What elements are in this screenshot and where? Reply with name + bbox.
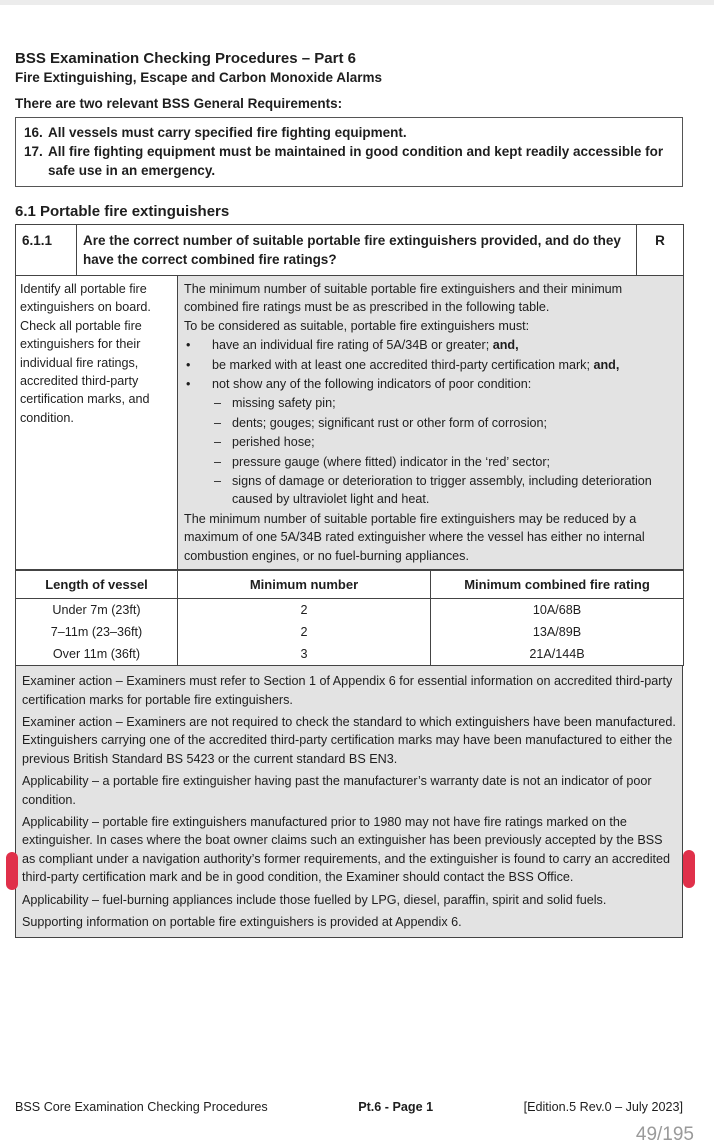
doc-subtitle: Fire Extinguishing, Escape and Carbon Monoxide Alarms xyxy=(15,70,383,85)
dash-item xyxy=(184,414,677,432)
dash-item xyxy=(184,394,677,412)
bullet-item xyxy=(184,356,677,374)
dash-icon: – xyxy=(214,454,222,469)
table-cell: Over 11m (36ft) xyxy=(16,643,178,666)
check-question: Are the correct number of suitable portable fire extinguishers provided, and do they have the correct combined fire ratings? xyxy=(77,225,637,276)
dash-item xyxy=(184,472,677,509)
right-guidance xyxy=(178,276,684,570)
bullet-icon: • xyxy=(186,357,191,372)
requirement-item xyxy=(24,142,674,180)
requirement-text: All fire fighting equipment must be maintained in good condition and kept readily accessible for safe use in an emergency. xyxy=(48,144,664,178)
bullet-text: not show any of the following indicators of poor condition: xyxy=(212,377,532,392)
guidance-text: The minimum number of suitable portable fire extinguishers may be reduced by a maximum of one 5A/34B rated extinguisher where the vessel has either no internal combustion engines, or no fuel-burning appliances. xyxy=(184,511,645,563)
table-row xyxy=(16,599,684,622)
table-cell: 21A/144B xyxy=(431,643,684,666)
check-table xyxy=(15,224,684,570)
requirement-text: All vessels must carry specified fire fighting equipment. xyxy=(48,125,407,140)
section-heading: 6.1 Portable fire extinguishers xyxy=(15,203,230,220)
table-cell: 2 xyxy=(178,599,431,622)
check-code: R xyxy=(637,225,684,276)
guidance-text: Identify all portable fire extinguishers on board. xyxy=(20,282,151,315)
check-question-row xyxy=(16,225,684,276)
dash-item xyxy=(184,453,677,471)
dash-icon: – xyxy=(214,474,222,489)
table-cell: 7–11m (23–36ft) xyxy=(16,621,178,643)
page-counter: 49/195 xyxy=(635,1124,694,1145)
bullet-conjunction: and, xyxy=(492,338,519,353)
note-paragraph: Applicability – a portable fire extinguisher having past the manufacturer’s warranty date is not an indicator of poor condition. xyxy=(22,774,652,807)
guidance-text: The minimum number of suitable portable fire extinguishers and their minimum combined fire ratings must be as prescribed in the following table. xyxy=(184,282,623,315)
note-paragraph: Applicability – fuel-burning appliances include those fuelled by LPG, diesel, paraffin, spirit and solid fuels. xyxy=(22,892,607,907)
note-paragraph: Examiner action – Examiners must refer to Section 1 of Appendix 6 for essential information on accredited third-party certification marks for portable fire extinguishers. xyxy=(22,674,673,707)
bullet-item xyxy=(184,375,677,393)
footer-page-number: Pt.6 - Page 1 xyxy=(358,1100,434,1114)
highlight-mark-left xyxy=(6,852,18,890)
requirement-number: 16. xyxy=(24,125,43,140)
guidance-text: To be considered as suitable, portable fire extinguishers must: xyxy=(184,318,530,333)
bullet-item xyxy=(184,336,677,354)
note-paragraph: Applicability – portable fire extinguishers manufactured prior to 1980 may not have fire ratings marked on the extinguisher. In cases where the boat owner claims such an extinguisher has been previously accepted by the BSS as compliant under a navigation authority’s former requirements, and the extinguisher is found to carry an accredited third-party certification mark and be in good condition, the Examiner should contact the BSS Office. xyxy=(22,814,670,885)
column-header: Minimum combined fire rating xyxy=(431,571,684,599)
left-guidance xyxy=(16,276,178,570)
guidance-text: Check all portable fire extinguishers for their individual fire ratings, accredited third-party certification marks, and condition. xyxy=(20,318,150,425)
doc-title: BSS Examination Checking Procedures – Part 6 xyxy=(15,50,356,67)
page-footer xyxy=(15,1100,683,1114)
highlight-mark-right xyxy=(683,850,695,888)
table-cell: Under 7m (23ft) xyxy=(16,599,178,622)
requirements-box xyxy=(15,117,683,187)
footer-edition: [Edition.5 Rev.0 – July 2023] xyxy=(523,1100,683,1114)
notes-box xyxy=(15,666,683,938)
column-header: Minimum number xyxy=(178,571,431,599)
table-cell: 3 xyxy=(178,643,431,666)
check-id: 6.1.1 xyxy=(16,225,77,276)
dash-text: perished hose; xyxy=(232,435,315,450)
vessel-requirements-table xyxy=(15,570,684,666)
dash-icon: – xyxy=(214,435,222,450)
dash-text: signs of damage or deterioration to trigger assembly, including deterioration caused by ultraviolet light and heat. xyxy=(232,474,652,507)
table-cell: 10A/68B xyxy=(431,599,684,622)
table-row xyxy=(16,643,684,666)
dash-text: pressure gauge (where fitted) indicator in the ‘red’ sector; xyxy=(232,454,551,469)
bullet-text: have an individual fire rating of 5A/34B or greater; xyxy=(212,338,493,353)
note-paragraph: Supporting information on portable fire extinguishers is provided at Appendix 6. xyxy=(22,914,462,929)
bullet-conjunction: and, xyxy=(593,357,620,372)
bullet-text: be marked with at least one accredited third-party certification mark; xyxy=(212,357,594,372)
requirements-intro: There are two relevant BSS General Requirements: xyxy=(15,96,343,111)
requirement-item xyxy=(24,123,674,142)
guidance-row xyxy=(16,276,684,570)
footer-left: BSS Core Examination Checking Procedures xyxy=(15,1100,268,1114)
dash-text: missing safety pin; xyxy=(232,396,336,411)
dash-text: dents; gouges; significant rust or other form of corrosion; xyxy=(232,415,547,430)
viewer-top-bar xyxy=(0,0,714,5)
table-cell: 13A/89B xyxy=(431,621,684,643)
table-cell: 2 xyxy=(178,621,431,643)
dash-item xyxy=(184,433,677,451)
document-page xyxy=(15,50,683,938)
column-header: Length of vessel xyxy=(16,571,178,599)
note-paragraph: Examiner action – Examiners are not required to check the standard to which extinguishers have been manufactured. Extinguishers carrying one of the accredited third-party certification marks may have been manufactured to either the previous British Standard BS 5423 or the current standard BS EN3. xyxy=(22,714,676,766)
table-row xyxy=(16,621,684,643)
dash-icon: – xyxy=(214,396,222,411)
requirement-number: 17. xyxy=(24,144,43,159)
bullet-icon: • xyxy=(186,377,191,392)
table-header-row xyxy=(16,571,684,599)
dash-icon: – xyxy=(214,415,222,430)
bullet-icon: • xyxy=(186,338,191,353)
